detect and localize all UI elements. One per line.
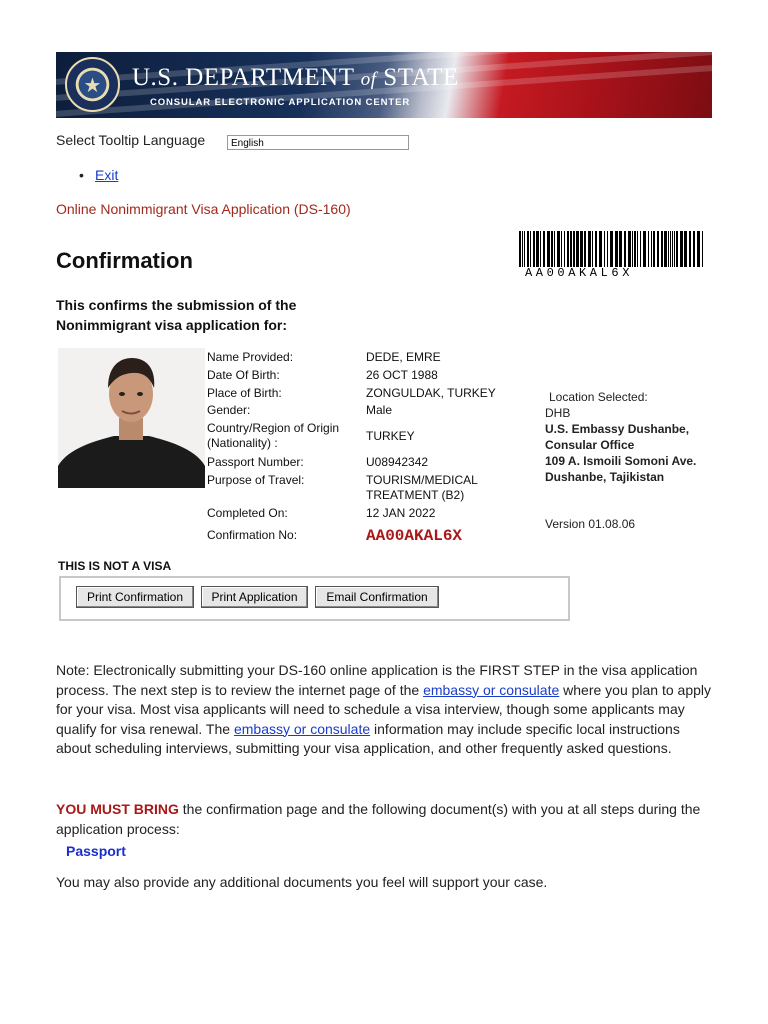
embassy-consulate-link[interactable]: embassy or consulate (233, 720, 371, 737)
must-bring-emphasis: YOU MUST BRING (56, 801, 179, 817)
barcode-bar (628, 231, 631, 267)
barcode-bar (522, 231, 523, 267)
version-text: Version 01.08.06 (545, 517, 636, 531)
banner-title-of: of (360, 69, 377, 90)
pob-label: Place of Birth: (207, 386, 282, 400)
barcode-bar (674, 231, 675, 267)
tooltip-language-label: Select Tooltip Language (56, 132, 206, 148)
page-title: Confirmation (56, 248, 193, 273)
purpose-value-line1: TOURISM/MEDICAL (366, 473, 478, 487)
department-of-state-banner (56, 52, 712, 118)
barcode-bar (519, 231, 521, 267)
location-address (545, 421, 715, 485)
barcode-bar (653, 231, 655, 267)
confirmation-statement-line1: This confirms the submission of the (56, 297, 297, 313)
barcode-text: AA00AKAL6X (525, 266, 634, 280)
barcode-bar (561, 231, 562, 267)
nationality-value: TURKEY (366, 429, 415, 443)
barcode-bar (576, 231, 579, 267)
purpose-value-line2: TREATMENT (B2) (366, 488, 465, 502)
name-value: DEDE, EMRE (366, 350, 441, 364)
barcode (519, 231, 706, 267)
embassy-consulate-link[interactable]: embassy or consulate (423, 681, 560, 698)
state-department-seal-icon (65, 57, 120, 112)
confirmation-statement (56, 295, 356, 335)
banner-title-main: U.S. DEPARTMENT (132, 64, 361, 91)
note-text-3: information may include specific local instructions about scheduling interviews, submitting your visa application, and other frequently asked questions. (56, 720, 680, 756)
note-text-1: Note: Electronically submitting your DS-160 online application is the FIRST STEP in the visa application process. The next step is to review the internet page of the (56, 662, 698, 698)
nationality-label-line1: Country/Region of Origin (207, 421, 340, 435)
barcode-bar (599, 231, 602, 267)
exit-bullet: • (79, 167, 84, 183)
barcode-bar (580, 231, 583, 267)
barcode-bar (557, 231, 560, 267)
barcode-bar (615, 231, 618, 267)
barcode-bar (567, 231, 569, 267)
barcode-bar (547, 231, 550, 267)
tooltip-language-select[interactable]: English (227, 135, 409, 150)
completed-on-value: 12 JAN 2022 (366, 506, 436, 520)
barcode-bar (664, 231, 667, 267)
barcode-bar (551, 231, 553, 267)
barcode-bar (524, 231, 525, 267)
location-address-line1: U.S. Embassy Dushanbe, (545, 422, 690, 436)
barcode-bar (592, 231, 593, 267)
exit-link[interactable]: Exit (95, 167, 119, 183)
barcode-bar (643, 231, 646, 267)
barcode-bar (573, 231, 575, 267)
barcode-bar (543, 231, 545, 267)
gender-value: Male (366, 403, 393, 417)
passport-number-value: U08942342 (366, 455, 429, 469)
barcode-bar (607, 231, 608, 267)
confirmation-number-label: Confirmation No: (207, 528, 298, 542)
pob-value: ZONGULDAK, TURKEY (366, 386, 496, 400)
barcode-bar (595, 231, 597, 267)
barcode-bar (676, 231, 678, 267)
barcode-bar (637, 231, 638, 267)
barcode-bar (684, 231, 687, 267)
location-code: DHB (545, 406, 571, 420)
barcode-bar (634, 231, 636, 267)
location-address-line3: 109 A. Ismoili Somoni Ave. (545, 454, 697, 468)
location-address-line4: Dushanbe, Tajikistan (545, 470, 665, 484)
must-bring-paragraph (56, 799, 716, 839)
purpose-label: Purpose of Travel: (207, 473, 305, 487)
barcode-bar (584, 231, 586, 267)
barcode-bar (530, 231, 531, 267)
dob-value: 26 OCT 1988 (366, 368, 438, 382)
print-application-button[interactable]: Print Application (201, 586, 308, 608)
barcode-bar (564, 231, 565, 267)
barcode-bar (648, 231, 649, 267)
barcode-bar (527, 231, 529, 267)
additional-documents-text: You may also provide any additional documents you feel will support your case. (56, 874, 548, 890)
barcode-bar (689, 231, 691, 267)
note-paragraph (56, 661, 716, 759)
confirmation-statement-line2: Nonimmigrant visa application for: (56, 317, 288, 333)
barcode-bar (570, 231, 572, 267)
barcode-bar (693, 231, 695, 267)
confirmation-number-value: AA00AKAL6X (366, 527, 463, 545)
applicant-photo (58, 348, 205, 488)
email-confirmation-button[interactable]: Email Confirmation (315, 586, 439, 608)
passport-number-label: Passport Number: (207, 455, 304, 469)
not-a-visa-notice: THIS IS NOT A VISA (58, 559, 172, 573)
barcode-bar (533, 231, 535, 267)
location-label: Location Selected: (549, 390, 648, 404)
barcode-bar (610, 231, 613, 267)
barcode-bar (619, 231, 622, 267)
completed-on-label: Completed On: (207, 506, 288, 520)
banner-subtitle: CONSULAR ELECTRONIC APPLICATION CENTER (150, 97, 411, 108)
purpose-value (366, 473, 478, 503)
barcode-bar (670, 231, 671, 267)
barcode-bar (632, 231, 633, 267)
barcode-bar (554, 231, 555, 267)
barcode-bar (657, 231, 659, 267)
barcode-bar (536, 231, 539, 267)
required-document-passport: Passport (66, 843, 126, 859)
barcode-bar (697, 231, 700, 267)
banner-title-end: STATE (376, 64, 459, 91)
barcode-bar (651, 231, 652, 267)
gender-label: Gender: (207, 403, 251, 417)
applicant-photo-image (58, 348, 205, 488)
barcode-bar (624, 231, 626, 267)
barcode-bar (540, 231, 541, 267)
barcode-bar (680, 231, 683, 267)
nationality-label-line2: (Nationality) : (207, 436, 278, 450)
print-confirmation-button[interactable]: Print Confirmation (76, 586, 194, 608)
location-address-line2: Consular Office (545, 438, 635, 452)
barcode-bar (588, 231, 591, 267)
barcode-bar (604, 231, 605, 267)
barcode-bar (702, 231, 703, 267)
barcode-bar (640, 231, 641, 267)
barcode-bar (661, 231, 663, 267)
banner-title (132, 64, 459, 92)
barcode-bar (668, 231, 669, 267)
note-text-2: where you plan to apply for your visa. Most visa applicants will need to schedule a visa interview, though some applicants may qualify for visa renewal. The (56, 681, 712, 737)
application-title: Online Nonimmigrant Visa Application (DS-160) (56, 201, 351, 217)
barcode-bar (672, 231, 673, 267)
dob-label: Date Of Birth: (207, 368, 280, 382)
name-label: Name Provided: (207, 350, 294, 364)
nationality-label (207, 421, 339, 451)
must-bring-text: the confirmation page and the following document(s) with you at all steps during the application process: (56, 801, 701, 837)
